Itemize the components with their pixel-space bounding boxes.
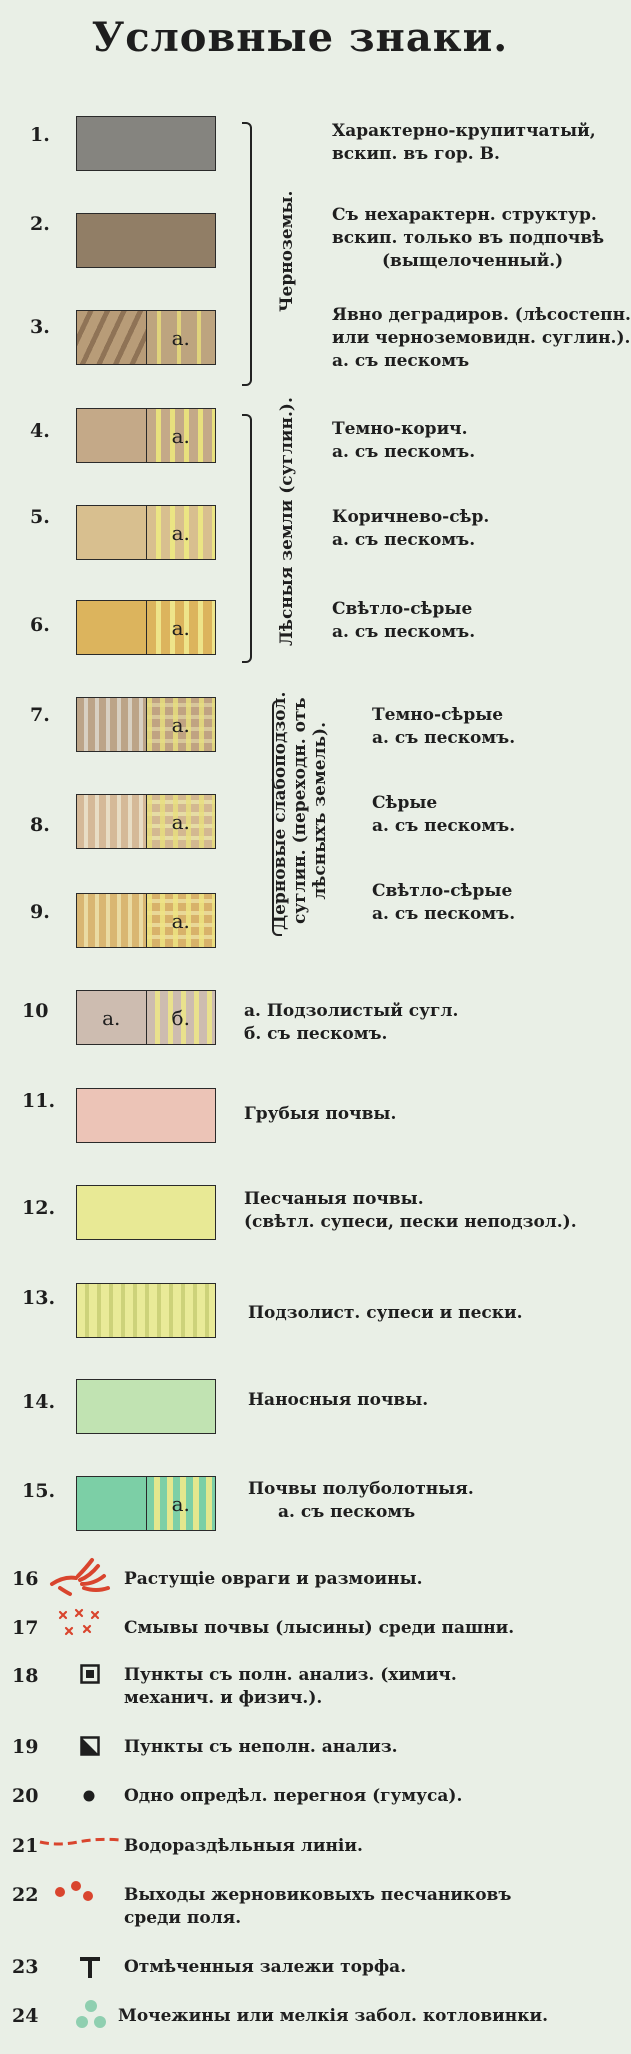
legend-line: или черноземовидн. суглин.).	[332, 328, 631, 348]
legend-line: а. съ пескомъ.	[332, 442, 476, 462]
legend-line: Явно деградиров. (лѣсостепн.	[332, 305, 631, 325]
swatch-half	[77, 409, 146, 462]
legend-line: б. съ пескомъ.	[244, 1024, 388, 1044]
legend-description	[124, 1664, 457, 1710]
legend-description	[118, 2005, 548, 2028]
swatch-letter: а.	[171, 615, 190, 640]
swatch-half-sandy	[146, 795, 216, 848]
legend-line: Водораздѣльныя линіи.	[124, 1836, 363, 1856]
swatch-forest-brown-grey	[76, 505, 216, 560]
legend-line: Пункты съ полн. анализ. (химич.	[124, 1665, 457, 1685]
forest-bracket	[242, 414, 252, 663]
swatch-half	[77, 1477, 146, 1530]
swatch-chernozem-typical	[76, 116, 216, 171]
swatch-half-sandy	[146, 409, 216, 462]
swatch-podzolic-loam	[76, 990, 216, 1045]
half-square-icon	[80, 1736, 100, 1756]
t-symbol-icon	[80, 1956, 100, 1978]
legend-line: Растущіе овраги и размоины.	[124, 1569, 423, 1589]
page-title: Условные знаки.	[91, 14, 509, 61]
legend-line: Пункты съ неполн. анализ.	[124, 1737, 398, 1757]
legend-description	[332, 304, 631, 373]
legend-number: 21	[12, 1835, 39, 1857]
legend-line: а. съ пескомъ.	[372, 728, 516, 748]
legend-description	[372, 792, 515, 838]
swatch-turf-light-grey	[76, 893, 216, 948]
legend-line: а. съ пескомъ.	[332, 622, 476, 642]
red-dots-icon	[52, 1880, 96, 1910]
swatch-half	[77, 795, 146, 848]
legend-description	[332, 598, 475, 644]
legend-number: 14.	[22, 1391, 56, 1413]
swatch-alluvial-soils	[76, 1379, 216, 1434]
legend-description	[244, 1188, 577, 1234]
turf-group-label	[270, 692, 330, 930]
swatch-half	[77, 698, 146, 751]
swatch-letter: а.	[171, 712, 190, 737]
swatch-letter: а.	[171, 809, 190, 834]
legend-line: Темно-корич.	[332, 419, 468, 439]
legend-number: 13.	[22, 1287, 56, 1309]
legend-line: а. съ пескомъ.	[332, 530, 476, 550]
swatch-half-sandy	[146, 894, 216, 947]
legend-line: Песчаныя почвы.	[244, 1189, 424, 1209]
swatch-half-sandy	[146, 698, 216, 751]
legend-line: а. съ пескомъ	[278, 1502, 416, 1522]
legend-description	[248, 1389, 428, 1412]
swatch-half	[77, 991, 146, 1044]
legend-line: (выщелоченный.)	[382, 251, 564, 271]
swatch-letter: а.	[171, 325, 190, 350]
swatch-turf-dark-grey	[76, 697, 216, 752]
legend-description	[124, 1785, 462, 1808]
green-dots-icon	[74, 1998, 108, 2032]
legend-line: Свѣтло-сѣрые	[332, 599, 473, 619]
legend-number: 22	[12, 1884, 39, 1906]
legend-line: Свѣтло-сѣрые	[372, 881, 513, 901]
legend-line: Мочежины или мелкія забол. котловинки.	[118, 2006, 549, 2026]
swatch-half	[77, 311, 146, 364]
legend-number: 4.	[30, 420, 50, 442]
swatch-half-sandy	[146, 311, 216, 364]
turf-label-line1: Дерновые слабоподзол.	[270, 691, 290, 930]
legend-description	[332, 204, 604, 273]
swatch-sandy-soils	[76, 1185, 216, 1240]
swatch-semi-bog-soils	[76, 1476, 216, 1531]
swatch-letter: а.	[171, 908, 190, 933]
legend-number: 3.	[30, 316, 50, 338]
legend-line: (свѣтл. супеси, пески неподзол.).	[244, 1212, 577, 1232]
legend-number: 1.	[30, 124, 50, 146]
swatch-letter: а.	[102, 1005, 121, 1030]
legend-line: Отмѣченныя залежи торфа.	[124, 1957, 407, 1977]
ravine-icon	[46, 1554, 118, 1598]
legend-line: Выходы жерновиковыхъ песчаниковъ	[124, 1885, 512, 1905]
swatch-half	[77, 894, 146, 947]
legend-description	[332, 120, 596, 166]
legend-description	[124, 1736, 398, 1759]
legend-number: 5.	[30, 506, 50, 528]
legend-description	[248, 1478, 474, 1524]
swatch-half	[77, 601, 146, 654]
legend-number: 19	[12, 1736, 39, 1758]
legend-number: 9.	[30, 901, 50, 923]
legend-description	[332, 418, 475, 464]
legend-line: механич. и физич.).	[124, 1688, 323, 1708]
filled-square-icon	[80, 1664, 100, 1684]
dashed-line-icon	[38, 1834, 122, 1850]
legend-description	[244, 1103, 396, 1126]
legend-line: Наносныя почвы.	[248, 1390, 429, 1410]
legend-line: вскип. только въ подпочвѣ	[332, 228, 605, 248]
legend-description	[124, 1568, 423, 1591]
chernozem-group-label: Черноземы.	[277, 190, 297, 312]
legend-number: 10	[22, 1000, 49, 1022]
legend-number: 7.	[30, 704, 50, 726]
legend-number: 11.	[22, 1090, 56, 1112]
legend-number: 15.	[22, 1480, 56, 1502]
legend-number: 18	[12, 1665, 39, 1687]
legend-line: Темно-сѣрые	[372, 705, 504, 725]
swatch-half	[77, 506, 146, 559]
legend-line: Подзолист. супеси и пески.	[248, 1303, 523, 1323]
legend-line: а. Подзолистый сугл.	[244, 1001, 459, 1021]
legend-line: Характерно-крупитчатый,	[332, 121, 596, 141]
dot-icon	[82, 1789, 96, 1803]
swatch-chernozem-degraded	[76, 310, 216, 365]
legend-line: а. съ пескомъ	[332, 351, 470, 371]
legend-description	[124, 1617, 514, 1640]
legend-number: 2.	[30, 213, 50, 235]
legend-number: 24	[12, 2005, 39, 2027]
legend-line: Съ нехарактерн. структур.	[332, 205, 597, 225]
swatch-letter: а.	[171, 423, 190, 448]
legend-description	[332, 506, 489, 552]
legend-line: Одно опредѣл. перегноя (гумуса).	[124, 1786, 463, 1806]
legend-line: Грубыя почвы.	[244, 1104, 397, 1124]
turf-label-line2: суглин. (переходн. отъ	[290, 697, 310, 925]
cross-marks-icon	[56, 1608, 106, 1642]
swatch-letter: а.	[171, 520, 190, 545]
legend-line: а. съ пескомъ.	[372, 904, 516, 924]
legend-description	[244, 1000, 458, 1046]
legend-number: 12.	[22, 1197, 56, 1219]
legend-line: Сѣрые	[372, 793, 438, 813]
legend-line: Коричнево-сѣр.	[332, 507, 490, 527]
legend-description	[248, 1302, 523, 1325]
swatch-letter: б.	[171, 1005, 190, 1030]
swatch-chernozem-leached	[76, 213, 216, 268]
turf-label-line3: лѣсныхъ земель).	[310, 721, 330, 900]
legend-description	[124, 1884, 511, 1930]
swatch-forest-dark-brown	[76, 408, 216, 463]
legend-line: Почвы полуболотныя.	[248, 1479, 474, 1499]
swatch-forest-light-grey	[76, 600, 216, 655]
swatch-podzolic-sand	[76, 1283, 216, 1338]
swatch-half-sandy	[146, 1477, 216, 1530]
legend-number: 8.	[30, 814, 50, 836]
swatch-turf-grey	[76, 794, 216, 849]
legend-description	[124, 1835, 363, 1858]
legend-description	[372, 880, 515, 926]
legend-description	[372, 704, 515, 750]
swatch-coarse-soils	[76, 1088, 216, 1143]
swatch-half-sandy	[146, 601, 216, 654]
forest-group-label: Лѣсныя земли (суглин.).	[277, 397, 297, 646]
legend-number: 23	[12, 1956, 39, 1978]
legend-line: среди поля.	[124, 1908, 242, 1928]
legend-description	[124, 1956, 406, 1979]
legend-number: 6.	[30, 614, 50, 636]
swatch-half-sandy	[146, 991, 216, 1044]
swatch-letter: а.	[171, 1491, 190, 1516]
legend-line: вскип. въ гор. В.	[332, 144, 500, 164]
chernozem-bracket	[242, 122, 252, 386]
legend-number: 20	[12, 1785, 39, 1807]
legend-number: 17	[12, 1617, 39, 1639]
legend-line: Смывы почвы (лысины) среди пашни.	[124, 1618, 515, 1638]
legend-line: а. съ пескомъ.	[372, 816, 516, 836]
legend-number: 16	[12, 1568, 39, 1590]
swatch-half-sandy	[146, 506, 216, 559]
